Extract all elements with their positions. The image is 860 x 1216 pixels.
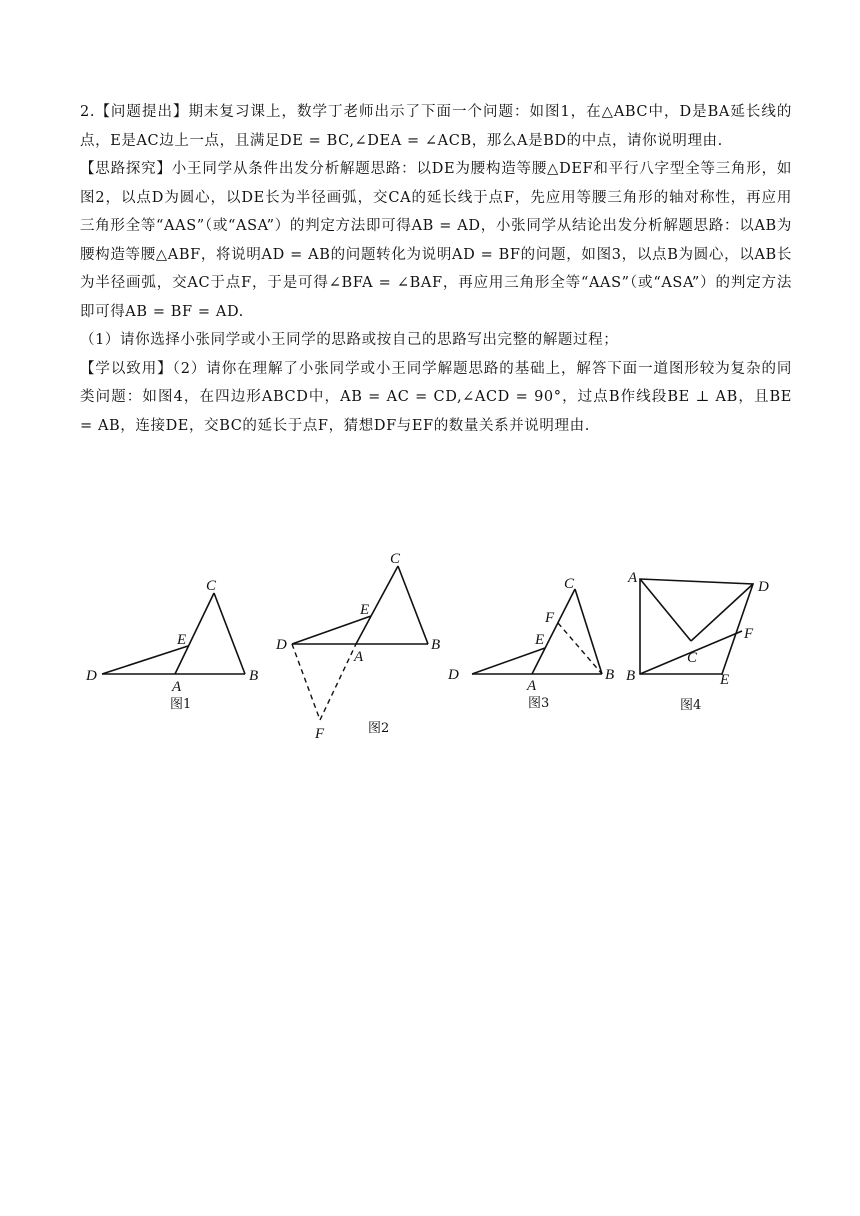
fig4-label-b: B bbox=[626, 668, 636, 684]
figure-3 bbox=[447, 576, 614, 711]
fig1-label-a: A bbox=[172, 679, 182, 695]
geometry-figures bbox=[80, 548, 792, 748]
fig4-label-d: D bbox=[758, 579, 769, 595]
fig3-label-e: E bbox=[535, 632, 545, 648]
fig3-caption: 图3 bbox=[528, 696, 550, 711]
fig1-label-c: C bbox=[206, 578, 217, 594]
fig2-caption: 图2 bbox=[368, 721, 390, 736]
fig3-label-a: A bbox=[527, 678, 537, 694]
fig3-label-d: D bbox=[448, 667, 459, 683]
fig3-label-b: B bbox=[605, 667, 615, 683]
fig2-label-e: E bbox=[360, 602, 370, 618]
fig1-caption: 图1 bbox=[170, 697, 192, 712]
question-2: 【学以致用】（2）请你在理解了小张同学或小王同学解题思路的基础上，解答下面一道图形较为复杂的同类问题：如图4，在四边形ABCD中，AB = AC = CD,∠ACD = 90°，过点B作线段BE ⊥ AB，且BE = AB，连接DE，交BC的延长于点F，猜想DF与EF的数量关系并说明理由. bbox=[80, 360, 792, 434]
fig1-label-e: E bbox=[177, 632, 187, 648]
problem-text bbox=[80, 98, 792, 440]
figure-2 bbox=[275, 551, 440, 742]
fig1-label-b: B bbox=[249, 668, 259, 684]
fig3-label-f: F bbox=[545, 610, 555, 626]
fig1-label-d: D bbox=[86, 668, 97, 684]
fig2-label-a: A bbox=[354, 649, 364, 665]
figure-4 bbox=[626, 570, 769, 713]
fig2-label-d: D bbox=[276, 637, 287, 653]
fig3-label-c: C bbox=[564, 576, 575, 592]
fig4-label-a: A bbox=[628, 570, 638, 586]
fig2-label-c: C bbox=[390, 551, 401, 567]
fig4-label-f: F bbox=[744, 626, 754, 642]
question-1: （1）请你选择小张同学或小王同学的思路或按自己的思路写出完整的解题过程； bbox=[80, 332, 619, 348]
fig4-caption: 图4 bbox=[680, 698, 702, 713]
figure-1 bbox=[85, 578, 258, 712]
fig4-label-e: E bbox=[720, 672, 730, 688]
problem-statement: 2.【问题提出】期末复习课上，数学丁老师出示了下面一个问题：如图1，在△ABC中，D是BA延长线的点，E是AC边上一点，且满足DE = BC,∠DEA = ∠ACB，那么A是BD的中点，请你说明理由. bbox=[80, 104, 792, 149]
idea-exploration: 【思路探究】小王同学从条件出发分析解题思路：以DE为腰构造等腰△DEF和平行八字型全等三角形，如图2，以点D为圆心，以DE长为半径画弧，交CA的延长线于点F，先应用等腰三角形的轴对称性，再应用三角形全等“AAS”（或“ASA”）的判定方法即可得AB = AD，小张同学从结论出发分析解题思路：以AB为腰构造等腰△ABF，将说明AD = AB的问题转化为说明AD = BF的问题，如图3，以点B为圆心，以AB长为半径画弧，交AC于点F，于是可得∠BFA = ∠BAF，再应用三角形全等“AAS”（或“ASA”）的判定方法即可得AB = BF = AD. bbox=[80, 161, 792, 320]
fig2-label-b: B bbox=[431, 637, 441, 653]
figures-row bbox=[80, 548, 792, 748]
fig2-label-f: F bbox=[315, 726, 325, 742]
fig4-label-c: C bbox=[687, 650, 698, 666]
